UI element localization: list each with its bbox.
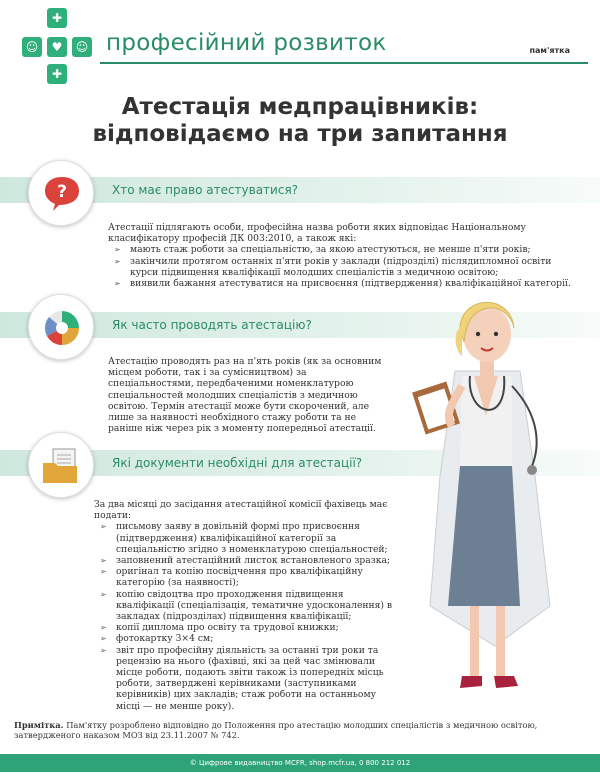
list-item: ➢ закінчили протягом останніх п'яти років у заклади (підрозділі) післядипломної освіти курси підвищення кваліфікації молодших спеціалістів з медичною освітою;: [108, 256, 578, 278]
list-item: ➢ мають стаж роботи за спеціальністю, за якою атестуються, не менше п'яти років;: [108, 244, 578, 255]
list-item: ➢ оригінал та копію посвідчення про кваліфікаційну категорію (за наявності);: [94, 566, 396, 588]
logo-cell-icon: ✚: [47, 64, 67, 84]
list-item: ➢ звіт про професійну діяльність за останні три роки та рецензію на нього (фахівці, які за цей час змінювали місце роботи, подають звіти також із попередніх місць роботи, затверджені керівниками (заступниками керівників) цих закладів; стаж роботи на останньому місці — не менше року).: [94, 645, 396, 712]
section-3-list: [94, 521, 396, 711]
title-line-1: Атестація медпрацівників:: [121, 94, 479, 120]
doctor-figure: [400, 276, 585, 706]
logo-cell-icon: ♥: [47, 37, 67, 57]
section-3-text: [94, 499, 396, 712]
section-heading-2: Як часто проводять атестацію?: [112, 318, 312, 332]
svg-text:?: ?: [57, 182, 67, 202]
logo-cell-icon: ☺: [72, 37, 92, 57]
list-item: ➢ заповнений атестаційний листок встановленого зразка;: [94, 555, 396, 566]
folder-icon: [28, 432, 94, 498]
section-3-intro: За два місяці до засідання атестаційної комісії фахівець має подати:: [94, 499, 388, 522]
header-tag: пам'ятка: [529, 46, 570, 55]
section-1-intro: Атестації підлягають особи, професійна назва роботи яких відповідає Національному класифікатору професій ДК 003:2010, а також які:: [108, 222, 526, 245]
logo-cell-icon: ☺: [22, 37, 42, 57]
footnote: [14, 720, 584, 740]
list-item: ➢ фотокартку 3×4 см;: [94, 633, 396, 644]
logo-cell-icon: ✚: [47, 8, 67, 28]
section-heading-3: Які документи необхідні для атестації?: [112, 456, 363, 470]
title-line-2: відповідаємо на три запитання: [92, 121, 508, 147]
page-title: [0, 94, 600, 148]
note-text: Пам'ятку розроблено відповідно до Положення про атестацію молодших спеціалістів з медичною освітою, затвердженого наказом МОЗ від 23.11.2007 № 742.: [14, 720, 538, 740]
header-divider: [100, 62, 588, 64]
note-label: Примітка.: [14, 720, 64, 730]
list-item: ➢ письмову заяву в довільній формі про присвоєння (підтвердження) кваліфікаційної категорії за спеціальністю згідно з номенклатурою спеціальностей;: [94, 521, 396, 555]
section-header-title: професійний розвиток: [106, 30, 387, 56]
list-item: ➢ копії диплома про освіту та трудової книжки;: [94, 622, 396, 633]
section-heading-1: Хто має право атестуватися?: [112, 183, 299, 197]
pie-chart-icon: [28, 294, 94, 360]
question-icon: [28, 160, 94, 226]
footer-bar: © Цифрове видавництво MCFR, shop.mcfr.ua, 0 800 212 012: [0, 754, 600, 772]
logo-medical-icons: [18, 8, 96, 86]
list-item: ➢ виявили бажання атестуватися на присвоєння (підтвердження) кваліфікаційної категорії.: [108, 278, 578, 289]
list-item: ➢ копію свідоцтва про проходження підвищення кваліфікації (спеціалізація, тематичне удосконалення) в закладах (підрозділах) підвищення кваліфікації;: [94, 589, 396, 623]
section-2-text: Атестацію проводять раз на п'ять років (як за основним місцем роботи, так і за сумісництвом) за спеціальностями, передбаченими номенклатурою спеціальностей молодших спеціалістів з медичною освітою. Термін атестації може бути скорочений, але лише за наявності необхідного стажу роботи та не раніше ніж через рік з моменту попередньої атестації.: [108, 356, 382, 435]
